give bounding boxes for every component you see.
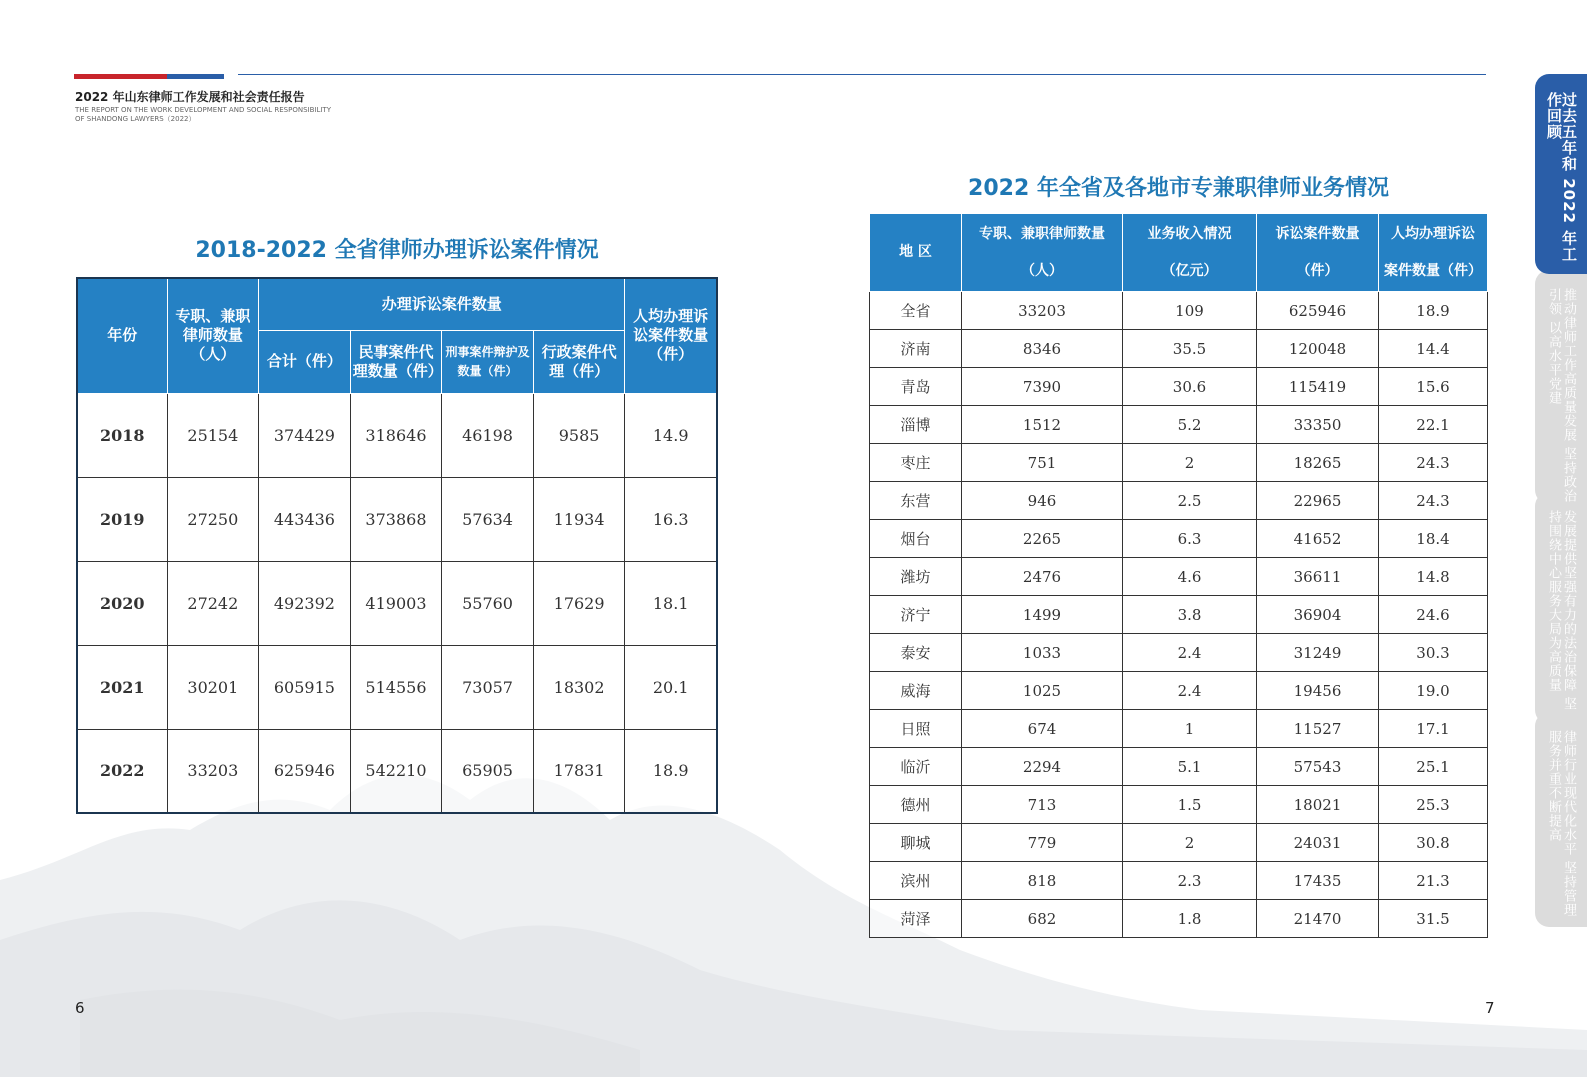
cell-civil: 542210 xyxy=(350,729,442,813)
cell-region: 枣庄 xyxy=(870,444,962,482)
cell-cases: 120048 xyxy=(1257,330,1379,368)
col-per-capita xyxy=(1379,214,1488,292)
cell-per-capita: 21.3 xyxy=(1379,862,1488,900)
table-row xyxy=(870,368,1488,406)
tab-chapter-2-label: 推动律师工作高质量发展 坚持政治引领 以高水平党建 xyxy=(1546,288,1576,504)
cell-total: 374429 xyxy=(259,393,351,477)
cell-criminal: 73057 xyxy=(442,645,534,729)
table-row xyxy=(77,561,717,645)
tab-chapter-4-label: 律师行业现代化水平 坚持管理服务并重不断提高 xyxy=(1546,730,1576,918)
cell-per-capita: 25.1 xyxy=(1379,748,1488,786)
cell-income: 3.8 xyxy=(1123,596,1257,634)
cell-lawyers: 674 xyxy=(962,710,1123,748)
cell-cases: 18265 xyxy=(1257,444,1379,482)
cell-cases: 18021 xyxy=(1257,786,1379,824)
cell-civil: 514556 xyxy=(350,645,442,729)
cell-year: 2018 xyxy=(77,393,167,477)
cell-cases: 41652 xyxy=(1257,520,1379,558)
col-income-line2: （亿元） xyxy=(1161,262,1218,279)
cell-income: 30.6 xyxy=(1123,368,1257,406)
cell-lawyers: 946 xyxy=(962,482,1123,520)
cell-lawyers: 33203 xyxy=(962,292,1123,330)
cell-per-capita: 30.3 xyxy=(1379,634,1488,672)
table-row xyxy=(870,406,1488,444)
cell-region: 潍坊 xyxy=(870,558,962,596)
cell-civil: 318646 xyxy=(350,393,442,477)
cell-income: 4.6 xyxy=(1123,558,1257,596)
header-blue-bar xyxy=(167,74,224,79)
cell-lawyers: 8346 xyxy=(962,330,1123,368)
col-lawyers: 专职、兼职律师数量（人） xyxy=(167,278,259,393)
report-title: 2022 年山东律师工作发展和社会责任报告 xyxy=(75,90,305,104)
cell-income: 5.2 xyxy=(1123,406,1257,444)
cell-region: 德州 xyxy=(870,786,962,824)
cell-lawyers: 818 xyxy=(962,862,1123,900)
col-cases-line1: 诉讼案件数量 xyxy=(1275,225,1360,242)
cell-income: 2.3 xyxy=(1123,862,1257,900)
cell-region: 济南 xyxy=(870,330,962,368)
cell-admin: 18302 xyxy=(533,645,625,729)
col-admin: 行政案件代理（件） xyxy=(533,330,625,393)
cell-lawyers: 7390 xyxy=(962,368,1123,406)
col-per-line1: 人均办理诉讼 xyxy=(1391,225,1475,242)
table-row xyxy=(77,645,717,729)
col-lawyers-line1: 专职、兼职律师数量 xyxy=(979,225,1105,242)
table-row xyxy=(77,477,717,561)
cell-income: 109 xyxy=(1123,292,1257,330)
table-row xyxy=(870,558,1488,596)
tab-chapter-2[interactable] xyxy=(1535,270,1587,504)
cell-lawyers: 2476 xyxy=(962,558,1123,596)
cell-lawyers: 713 xyxy=(962,786,1123,824)
report-subtitle: THE REPORT ON THE WORK DEVELOPMENT AND SOCIAL RESPONSIBILITY OF SHANDONG LAWYERS（2022） xyxy=(75,106,331,123)
table-row xyxy=(870,634,1488,672)
cell-income: 2.4 xyxy=(1123,634,1257,672)
cell-per-capita: 24.3 xyxy=(1379,482,1488,520)
right-table-title: 2022 年全省及各地市专兼职律师业务情况 xyxy=(968,176,1389,201)
col-cases-line2: （件） xyxy=(1296,262,1339,279)
table-row xyxy=(870,292,1488,330)
cell-lawyers: 682 xyxy=(962,900,1123,938)
cell-lawyers: 2265 xyxy=(962,520,1123,558)
cell-income: 2 xyxy=(1123,444,1257,482)
table-row xyxy=(870,900,1488,938)
cell-per-capita: 15.6 xyxy=(1379,368,1488,406)
cell-total: 443436 xyxy=(259,477,351,561)
cell-lawyers: 33203 xyxy=(167,729,259,813)
cell-cases: 36611 xyxy=(1257,558,1379,596)
cell-region: 日照 xyxy=(870,710,962,748)
table-row xyxy=(870,596,1488,634)
cell-year: 2021 xyxy=(77,645,167,729)
table-row xyxy=(870,824,1488,862)
litigation-cases-table xyxy=(76,277,718,814)
cell-region: 聊城 xyxy=(870,824,962,862)
page-number-right: 7 xyxy=(1485,999,1495,1017)
cell-region: 济宁 xyxy=(870,596,962,634)
table-row xyxy=(870,482,1488,520)
cell-criminal: 57634 xyxy=(442,477,534,561)
cell-lawyers: 751 xyxy=(962,444,1123,482)
table-row xyxy=(870,786,1488,824)
cell-lawyers: 1033 xyxy=(962,634,1123,672)
col-lawyers-line2: （人） xyxy=(1021,262,1063,279)
col-region-label: 地 区 xyxy=(899,244,932,260)
cell-admin: 9585 xyxy=(533,393,625,477)
cell-lawyers: 27250 xyxy=(167,477,259,561)
cell-income: 1.5 xyxy=(1123,786,1257,824)
col-cases-group: 办理诉讼案件数量 xyxy=(259,278,625,330)
cell-per-capita: 18.4 xyxy=(1379,520,1488,558)
cell-per-capita: 25.3 xyxy=(1379,786,1488,824)
cell-cases: 115419 xyxy=(1257,368,1379,406)
cell-per-capita: 31.5 xyxy=(1379,900,1488,938)
cell-region: 临沂 xyxy=(870,748,962,786)
cell-income: 6.3 xyxy=(1123,520,1257,558)
cell-per-capita: 20.1 xyxy=(625,645,717,729)
cell-per-capita: 14.8 xyxy=(1379,558,1488,596)
cell-year: 2019 xyxy=(77,477,167,561)
regional-business-table xyxy=(869,213,1488,938)
tab-chapter-3[interactable] xyxy=(1535,492,1587,724)
cell-cases: 31249 xyxy=(1257,634,1379,672)
cell-per-capita: 24.6 xyxy=(1379,596,1488,634)
cell-income: 1.8 xyxy=(1123,900,1257,938)
cell-cases: 22965 xyxy=(1257,482,1379,520)
cell-per-capita: 17.1 xyxy=(1379,710,1488,748)
cell-income: 35.5 xyxy=(1123,330,1257,368)
cell-cases: 625946 xyxy=(1257,292,1379,330)
col-total: 合计（件） xyxy=(259,330,351,393)
table-row xyxy=(870,672,1488,710)
cell-criminal: 55760 xyxy=(442,561,534,645)
cell-region: 滨州 xyxy=(870,862,962,900)
table-row xyxy=(77,729,717,813)
col-income xyxy=(1123,214,1257,292)
cell-region: 淄博 xyxy=(870,406,962,444)
header-rule xyxy=(238,74,1486,75)
tab-chapter-1[interactable] xyxy=(1535,74,1587,274)
cell-per-capita: 30.8 xyxy=(1379,824,1488,862)
cell-civil: 419003 xyxy=(350,561,442,645)
cell-cases: 36904 xyxy=(1257,596,1379,634)
col-year: 年份 xyxy=(77,278,167,393)
cell-per-capita: 14.9 xyxy=(625,393,717,477)
table-row xyxy=(870,520,1488,558)
cell-cases: 17435 xyxy=(1257,862,1379,900)
table-row xyxy=(77,393,717,477)
col-region xyxy=(870,214,962,292)
cell-per-capita: 18.9 xyxy=(1379,292,1488,330)
page-number-left: 6 xyxy=(75,999,85,1017)
cell-admin: 17629 xyxy=(533,561,625,645)
col-lawyers xyxy=(962,214,1123,292)
cell-cases: 19456 xyxy=(1257,672,1379,710)
cell-admin: 11934 xyxy=(533,477,625,561)
cell-per-capita: 24.3 xyxy=(1379,444,1488,482)
cell-cases: 11527 xyxy=(1257,710,1379,748)
cell-criminal: 65905 xyxy=(442,729,534,813)
col-income-line1: 业务收入情况 xyxy=(1147,225,1232,242)
cell-per-capita: 18.9 xyxy=(625,729,717,813)
cell-region: 全省 xyxy=(870,292,962,330)
col-criminal: 刑事案件辩护及数量（件） xyxy=(442,330,534,393)
table-row xyxy=(870,862,1488,900)
cell-region: 烟台 xyxy=(870,520,962,558)
cell-total: 625946 xyxy=(259,729,351,813)
cell-criminal: 46198 xyxy=(442,393,534,477)
cell-cases: 24031 xyxy=(1257,824,1379,862)
cell-civil: 373868 xyxy=(350,477,442,561)
table-row xyxy=(870,444,1488,482)
cell-year: 2020 xyxy=(77,561,167,645)
table-row xyxy=(870,748,1488,786)
cell-lawyers: 779 xyxy=(962,824,1123,862)
cell-lawyers: 1025 xyxy=(962,672,1123,710)
tab-chapter-4[interactable] xyxy=(1535,712,1587,927)
cell-total: 605915 xyxy=(259,645,351,729)
cell-income: 5.1 xyxy=(1123,748,1257,786)
cell-region: 东营 xyxy=(870,482,962,520)
col-civil: 民事案件代理数量（件） xyxy=(350,330,442,393)
cell-per-capita: 22.1 xyxy=(1379,406,1488,444)
table-row xyxy=(870,330,1488,368)
cell-income: 2.4 xyxy=(1123,672,1257,710)
col-per-line2: 案件数量（件） xyxy=(1384,262,1482,279)
cell-lawyers: 30201 xyxy=(167,645,259,729)
cell-lawyers: 1499 xyxy=(962,596,1123,634)
cell-cases: 57543 xyxy=(1257,748,1379,786)
col-per-capita: 人均办理诉讼案件数量（件） xyxy=(625,278,717,393)
cell-income: 2.5 xyxy=(1123,482,1257,520)
cell-cases: 33350 xyxy=(1257,406,1379,444)
cell-per-capita: 14.4 xyxy=(1379,330,1488,368)
tab-chapter-3-label: 发展提供坚强有力的法治保障 坚持围绕中心服务大局为高质量 xyxy=(1546,510,1576,712)
cell-region: 菏泽 xyxy=(870,900,962,938)
cell-lawyers: 27242 xyxy=(167,561,259,645)
col-cases xyxy=(1257,214,1379,292)
cell-lawyers: 2294 xyxy=(962,748,1123,786)
cell-total: 492392 xyxy=(259,561,351,645)
cell-cases: 21470 xyxy=(1257,900,1379,938)
cell-year: 2022 xyxy=(77,729,167,813)
cell-per-capita: 18.1 xyxy=(625,561,717,645)
header-red-bar xyxy=(74,74,167,79)
tab-chapter-1-label: 过去五年和 2022 年工作回顾 xyxy=(1545,92,1578,263)
cell-region: 青岛 xyxy=(870,368,962,406)
cell-region: 威海 xyxy=(870,672,962,710)
cell-lawyers: 1512 xyxy=(962,406,1123,444)
table-row xyxy=(870,710,1488,748)
cell-income: 1 xyxy=(1123,710,1257,748)
cell-admin: 17831 xyxy=(533,729,625,813)
left-table-title: 2018-2022 全省律师办理诉讼案件情况 xyxy=(195,238,599,263)
cell-per-capita: 19.0 xyxy=(1379,672,1488,710)
cell-income: 2 xyxy=(1123,824,1257,862)
cell-per-capita: 16.3 xyxy=(625,477,717,561)
cell-lawyers: 25154 xyxy=(167,393,259,477)
cell-region: 泰安 xyxy=(870,634,962,672)
